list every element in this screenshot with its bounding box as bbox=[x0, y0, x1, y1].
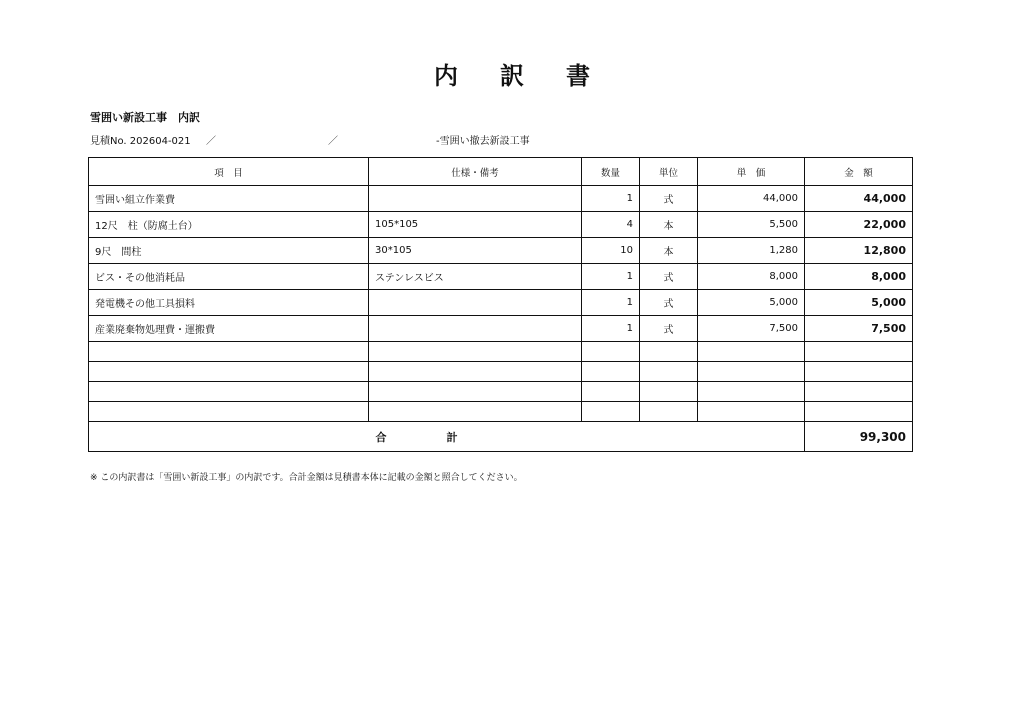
cell-unit: 式 bbox=[640, 316, 698, 342]
meta-separator: ／ bbox=[206, 136, 216, 147]
empty-row bbox=[89, 402, 913, 422]
cell-spec: ステンレスビス bbox=[369, 264, 582, 290]
table-header-row bbox=[89, 158, 913, 186]
cell-unit-price: 44,000 bbox=[698, 186, 805, 212]
cell-spec: 105*105 bbox=[369, 212, 582, 238]
total-label: 合計 bbox=[89, 422, 805, 452]
column-header-spec: 仕様・備考 bbox=[369, 158, 582, 186]
cell-amount: 5,000 bbox=[805, 290, 913, 316]
table-row bbox=[89, 212, 913, 238]
estimate-number: 見積No. 202604-021 bbox=[90, 136, 191, 147]
column-header-item: 項 目 bbox=[89, 158, 369, 186]
cell-item: 発電機その他工具損料 bbox=[89, 290, 369, 316]
column-header-unit-price: 単 価 bbox=[698, 158, 805, 186]
total-row bbox=[89, 422, 913, 452]
meta-separator: ／ bbox=[328, 136, 338, 147]
cell-amount: 22,000 bbox=[805, 212, 913, 238]
footnote: ※ この内訳書は「雪囲い新設工事」の内訳です。合計金額は見積書本体に記載の金額と照合してください。 bbox=[90, 473, 523, 483]
cell-qty: 10 bbox=[582, 238, 640, 264]
cell-amount: 12,800 bbox=[805, 238, 913, 264]
cell-item: 雪囲い組立作業費 bbox=[89, 186, 369, 212]
empty-row bbox=[89, 382, 913, 402]
cell-item: 産業廃棄物処理費・運搬費 bbox=[89, 316, 369, 342]
breakdown-table bbox=[88, 157, 913, 452]
cell-unit: 本 bbox=[640, 212, 698, 238]
column-header-amount: 金 額 bbox=[805, 158, 913, 186]
cell-qty: 1 bbox=[582, 264, 640, 290]
cell-qty: 1 bbox=[582, 316, 640, 342]
cell-amount: 7,500 bbox=[805, 316, 913, 342]
cell-spec bbox=[369, 316, 582, 342]
cell-unit-price: 5,000 bbox=[698, 290, 805, 316]
cell-qty: 1 bbox=[582, 290, 640, 316]
table-row bbox=[89, 316, 913, 342]
breakdown-subtitle: 雪囲い新設工事 内訳 bbox=[90, 111, 200, 124]
cell-spec bbox=[369, 186, 582, 212]
cell-amount: 44,000 bbox=[805, 186, 913, 212]
cell-qty: 4 bbox=[582, 212, 640, 238]
project-name: -雪囲い撤去新設工事 bbox=[436, 136, 530, 147]
table-row bbox=[89, 264, 913, 290]
empty-row bbox=[89, 342, 913, 362]
document-title: 内訳書 bbox=[434, 62, 632, 90]
column-header-qty: 数量 bbox=[582, 158, 640, 186]
table-row bbox=[89, 186, 913, 212]
cell-unit: 式 bbox=[640, 290, 698, 316]
cell-unit-price: 5,500 bbox=[698, 212, 805, 238]
cell-unit-price: 8,000 bbox=[698, 264, 805, 290]
total-amount: 99,300 bbox=[805, 422, 913, 452]
cell-unit-price: 1,280 bbox=[698, 238, 805, 264]
cell-spec bbox=[369, 290, 582, 316]
cell-unit: 式 bbox=[640, 186, 698, 212]
table-row bbox=[89, 290, 913, 316]
cell-unit-price: 7,500 bbox=[698, 316, 805, 342]
cell-qty: 1 bbox=[582, 186, 640, 212]
cell-unit: 本 bbox=[640, 238, 698, 264]
cell-amount: 8,000 bbox=[805, 264, 913, 290]
column-header-unit: 単位 bbox=[640, 158, 698, 186]
cell-item: 9尺 間柱 bbox=[89, 238, 369, 264]
cell-spec: 30*105 bbox=[369, 238, 582, 264]
empty-row bbox=[89, 362, 913, 382]
cell-item: ビス・その他消耗品 bbox=[89, 264, 369, 290]
cell-item: 12尺 柱（防腐土台） bbox=[89, 212, 369, 238]
table-row bbox=[89, 238, 913, 264]
cell-unit: 式 bbox=[640, 264, 698, 290]
